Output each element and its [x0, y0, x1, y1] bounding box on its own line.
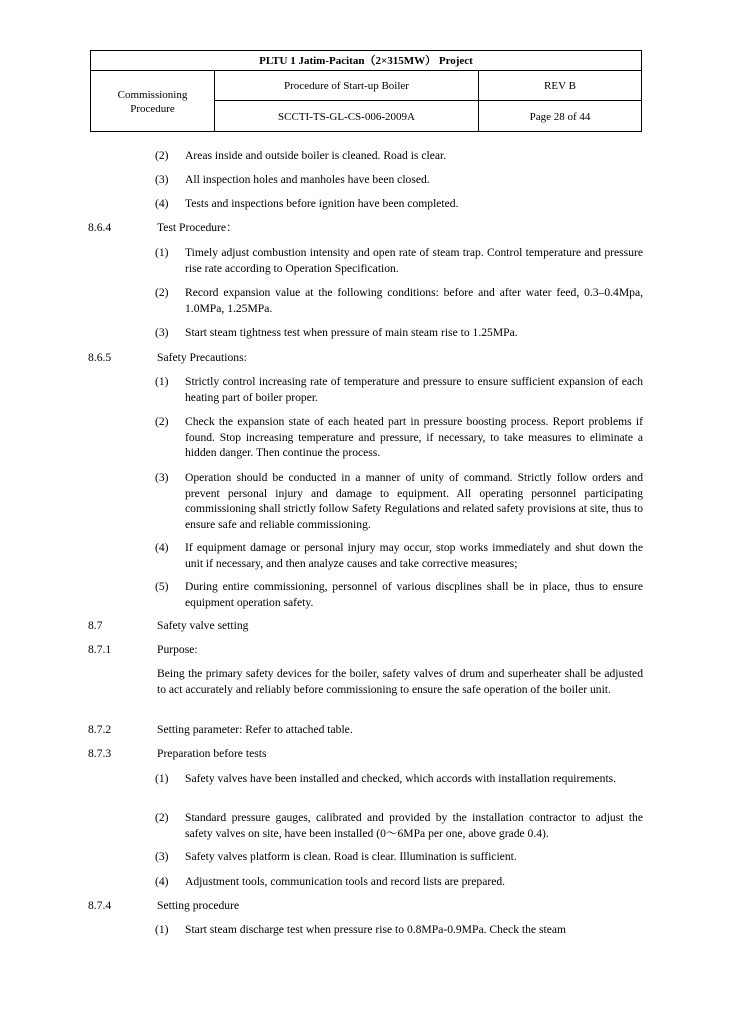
project-title: PLTU 1 Jatim-Pacitan（2×315MW） Project [91, 51, 641, 71]
list-item-text: All inspection holes and manholes have been closed. [185, 173, 430, 186]
section-title: Setting parameter: Refer to attached table. [157, 723, 353, 736]
section-title: Test Procedure： [157, 221, 238, 234]
section-number: 8.7 [88, 619, 103, 632]
section-number: 8.7.3 [88, 747, 112, 760]
list-item-text: Start steam tightness test when pressure of main steam rise to 1.25MPa. [185, 326, 518, 339]
list-item-text: Start steam discharge test when pressure rise to 0.8MPa-0.9MPa. Check the steam [185, 923, 567, 936]
list-item-number: (2) [155, 415, 169, 428]
section-number: 8.6.4 [88, 221, 112, 234]
list-item-text: If equipment damage or personal injury may occur, stop works immediately and shut down the unit if necessary, and then analyze causes and take corrective measures; [185, 541, 643, 570]
list-item-number: (2) [155, 149, 169, 162]
section-number: 8.7.2 [88, 723, 112, 736]
list-item-number: (4) [155, 875, 169, 888]
list-item-number: (1) [155, 375, 169, 388]
list-item-text: Strictly control increasing rate of temperature and pressure to ensure sufficient expansion of each heating part of boiler proper. [185, 375, 643, 404]
list-item-text: Adjustment tools, communication tools and record lists are prepared. [185, 875, 506, 888]
list-item-text: Check the expansion state of each heated part in pressure boosting process. Report problems if found. Stop increasing temperature and pressure, if necessary, to take measures to eliminate a hidden danger. Then continue the process. [185, 415, 643, 459]
list-item-text: Safety valves platform is clean. Road is clear. Illumination is sufficient. [185, 850, 517, 863]
list-item-number: (1) [155, 923, 169, 936]
section-title: Preparation before tests [157, 747, 267, 760]
section-title: Setting procedure [157, 899, 240, 912]
list-item-number: (2) [155, 811, 169, 824]
section-title: Safety Precautions: [157, 351, 247, 364]
document-code: SCCTI-TS-GL-CS-006-2009A [215, 101, 479, 132]
list-item-text: Record expansion value at the following conditions: before and after water feed, 0.3–0.4Mpa, 1.0MPa, 1.25MPa. [185, 286, 643, 315]
commissioning-procedure-label: Commissioning Procedure [91, 71, 215, 132]
list-item-number: (5) [155, 580, 169, 593]
document-header-table [90, 50, 642, 132]
list-item-text: Standard pressure gauges, calibrated and provided by the installation contractor to adjust the safety valves on site, have been installed (0～6MPa per one, above grade 0.4). [185, 811, 643, 840]
list-item-text: Areas inside and outside boiler is cleaned. Road is clear. [185, 149, 447, 162]
list-item-number: (3) [155, 326, 169, 339]
list-item-text: Operation should be conducted in a manner of unity of command. Strictly follow orders and prevent personal injury and damage to equipment. All operating personnel participating commissioning shall strictly follow Safety Regulations and related safety provisions at site, thus to ensure safe and reliable commissioning. [185, 471, 643, 531]
section-number: 8.6.5 [88, 351, 112, 364]
list-item-number: (3) [155, 173, 169, 186]
revision: REV B [479, 71, 641, 101]
list-item-number: (4) [155, 541, 169, 554]
list-item-number: (4) [155, 197, 169, 210]
section-title: Safety valve setting [157, 619, 249, 632]
page-number: Page 28 of 44 [529, 110, 591, 123]
list-item-number: (3) [155, 850, 169, 863]
list-item-text: During entire commissioning, personnel of various discplines shall be in place, thus to ensure equipment operation safety. [185, 580, 643, 609]
list-item-text: Timely adjust combustion intensity and open rate of steam trap. Control temperature and pressure rise rate according to Operation Specification. [185, 246, 643, 275]
section-paragraph: Being the primary safety devices for the boiler, safety valves of drum and superheater shall be adjusted to act accurately and reliably before commissioning to ensure the safe operation of the boiler unit. [157, 667, 643, 696]
list-item-number: (2) [155, 286, 169, 299]
list-item-number: (1) [155, 246, 169, 259]
list-item-number: (3) [155, 471, 169, 484]
section-number: 8.7.4 [88, 899, 112, 912]
list-item-number: (1) [155, 772, 169, 785]
document-title: Procedure of Start-up Boiler [215, 71, 479, 101]
section-number: 8.7.1 [88, 643, 112, 656]
list-item-text: Tests and inspections before ignition have been completed. [185, 197, 459, 210]
section-title: Purpose: [157, 643, 198, 656]
list-item-text: Safety valves have been installed and checked, which accords with installation requirements. [185, 772, 617, 785]
